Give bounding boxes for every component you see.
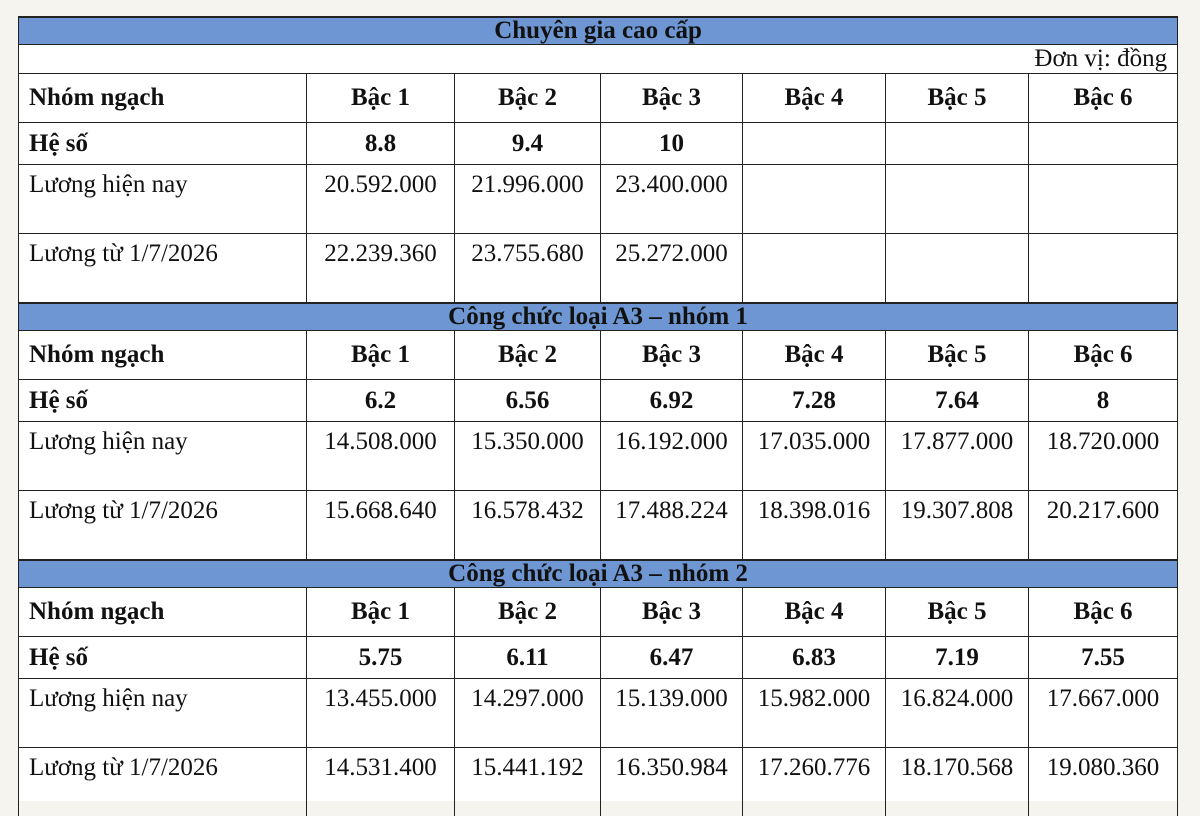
new-salary-cell: 17.260.776: [743, 748, 886, 816]
level-header: Bậc 2: [455, 331, 601, 380]
coefficient-row: [19, 380, 1178, 422]
section-title: Chuyên gia cao cấp: [19, 17, 1178, 45]
level-header: Bậc 4: [743, 588, 886, 637]
coefficient-cell: 7.55: [1029, 637, 1178, 679]
current-salary-cell: 15.982.000: [743, 679, 886, 748]
current-salary-cell: 21.996.000: [455, 165, 601, 234]
new-salary-cell: 16.350.984: [601, 748, 743, 816]
new-salary-cell: 15.441.192: [455, 748, 601, 816]
new-salary-cell: 18.398.016: [743, 491, 886, 561]
level-header: Bậc 2: [455, 588, 601, 637]
new-salary-row: [19, 234, 1178, 304]
current-salary-cell: [1029, 165, 1178, 234]
row-label-coef: Hệ số: [19, 123, 307, 165]
row-label-new: Lương từ 1/7/2026: [19, 491, 307, 561]
level-header: Bậc 3: [601, 588, 743, 637]
new-salary-cell: 16.578.432: [455, 491, 601, 561]
new-salary-cell: 14.531.400: [307, 748, 455, 816]
current-salary-cell: 13.455.000: [307, 679, 455, 748]
section-title-row: [19, 560, 1178, 588]
coefficient-cell: 6.83: [743, 637, 886, 679]
row-label-current: Lương hiện nay: [19, 679, 307, 748]
row-label-group: Nhóm ngạch: [19, 588, 307, 637]
new-salary-cell: 19.080.360: [1029, 748, 1178, 816]
coefficient-cell: 9.4: [455, 123, 601, 165]
coefficient-cell: [886, 123, 1029, 165]
current-salary-cell: [886, 165, 1029, 234]
current-salary-cell: 17.667.000: [1029, 679, 1178, 748]
coefficient-cell: 6.47: [601, 637, 743, 679]
row-label-coef: Hệ số: [19, 637, 307, 679]
current-salary-cell: 16.192.000: [601, 422, 743, 491]
level-header: Bậc 2: [455, 74, 601, 123]
coefficient-cell: 8: [1029, 380, 1178, 422]
level-header: Bậc 6: [1029, 588, 1178, 637]
level-header: Bậc 5: [886, 331, 1029, 380]
table-header-row: [19, 331, 1178, 380]
section-title: Công chức loại A3 – nhóm 2: [19, 560, 1178, 588]
row-label-current: Lương hiện nay: [19, 165, 307, 234]
coefficient-cell: [743, 123, 886, 165]
level-header: Bậc 1: [307, 331, 455, 380]
coefficient-cell: 6.56: [455, 380, 601, 422]
level-header: Bậc 1: [307, 588, 455, 637]
current-salary-cell: 15.139.000: [601, 679, 743, 748]
level-header: Bậc 6: [1029, 74, 1178, 123]
row-label-current: Lương hiện nay: [19, 422, 307, 491]
coefficient-row: [19, 123, 1178, 165]
current-salary-row: [19, 165, 1178, 234]
new-salary-cell: 15.668.640: [307, 491, 455, 561]
coefficient-cell: 7.64: [886, 380, 1029, 422]
current-salary-cell: 16.824.000: [886, 679, 1029, 748]
section-title-row: [19, 303, 1178, 331]
row-label-new: Lương từ 1/7/2026: [19, 234, 307, 304]
new-salary-cell: 17.488.224: [601, 491, 743, 561]
level-header: Bậc 1: [307, 74, 455, 123]
coefficient-cell: 10: [601, 123, 743, 165]
coefficient-row: [19, 637, 1178, 679]
table-header-row: [19, 74, 1178, 123]
row-label-group: Nhóm ngạch: [19, 74, 307, 123]
level-header: Bậc 5: [886, 74, 1029, 123]
row-label-new: Lương từ 1/7/2026: [19, 748, 307, 816]
salary-table: [18, 16, 1178, 816]
row-label-group: Nhóm ngạch: [19, 331, 307, 380]
coefficient-cell: 5.75: [307, 637, 455, 679]
new-salary-row: [19, 491, 1178, 561]
section-title-row: [19, 17, 1178, 45]
current-salary-cell: 23.400.000: [601, 165, 743, 234]
level-header: Bậc 4: [743, 331, 886, 380]
new-salary-row: [19, 748, 1178, 816]
coefficient-cell: 8.8: [307, 123, 455, 165]
level-header: Bậc 3: [601, 331, 743, 380]
current-salary-cell: 17.035.000: [743, 422, 886, 491]
level-header: Bậc 3: [601, 74, 743, 123]
level-header: Bậc 6: [1029, 331, 1178, 380]
current-salary-cell: 14.297.000: [455, 679, 601, 748]
new-salary-cell: [886, 234, 1029, 304]
salary-table-sheet: [18, 16, 1178, 801]
coefficient-cell: [1029, 123, 1178, 165]
new-salary-cell: [743, 234, 886, 304]
unit-row: [19, 45, 1178, 74]
new-salary-cell: 20.217.600: [1029, 491, 1178, 561]
new-salary-cell: [1029, 234, 1178, 304]
coefficient-cell: 7.28: [743, 380, 886, 422]
level-header: Bậc 4: [743, 74, 886, 123]
coefficient-cell: 6.2: [307, 380, 455, 422]
new-salary-cell: 18.170.568: [886, 748, 1029, 816]
new-salary-cell: 23.755.680: [455, 234, 601, 304]
current-salary-cell: 17.877.000: [886, 422, 1029, 491]
current-salary-cell: 15.350.000: [455, 422, 601, 491]
unit-label: Đơn vị: đồng: [19, 45, 1178, 74]
current-salary-row: [19, 679, 1178, 748]
current-salary-cell: 14.508.000: [307, 422, 455, 491]
table-header-row: [19, 588, 1178, 637]
new-salary-cell: 25.272.000: [601, 234, 743, 304]
coefficient-cell: 6.11: [455, 637, 601, 679]
level-header: Bậc 5: [886, 588, 1029, 637]
coefficient-cell: 6.92: [601, 380, 743, 422]
coefficient-cell: 7.19: [886, 637, 1029, 679]
current-salary-row: [19, 422, 1178, 491]
row-label-coef: Hệ số: [19, 380, 307, 422]
current-salary-cell: 18.720.000: [1029, 422, 1178, 491]
new-salary-cell: 22.239.360: [307, 234, 455, 304]
new-salary-cell: 19.307.808: [886, 491, 1029, 561]
current-salary-cell: [743, 165, 886, 234]
current-salary-cell: 20.592.000: [307, 165, 455, 234]
section-title: Công chức loại A3 – nhóm 1: [19, 303, 1178, 331]
